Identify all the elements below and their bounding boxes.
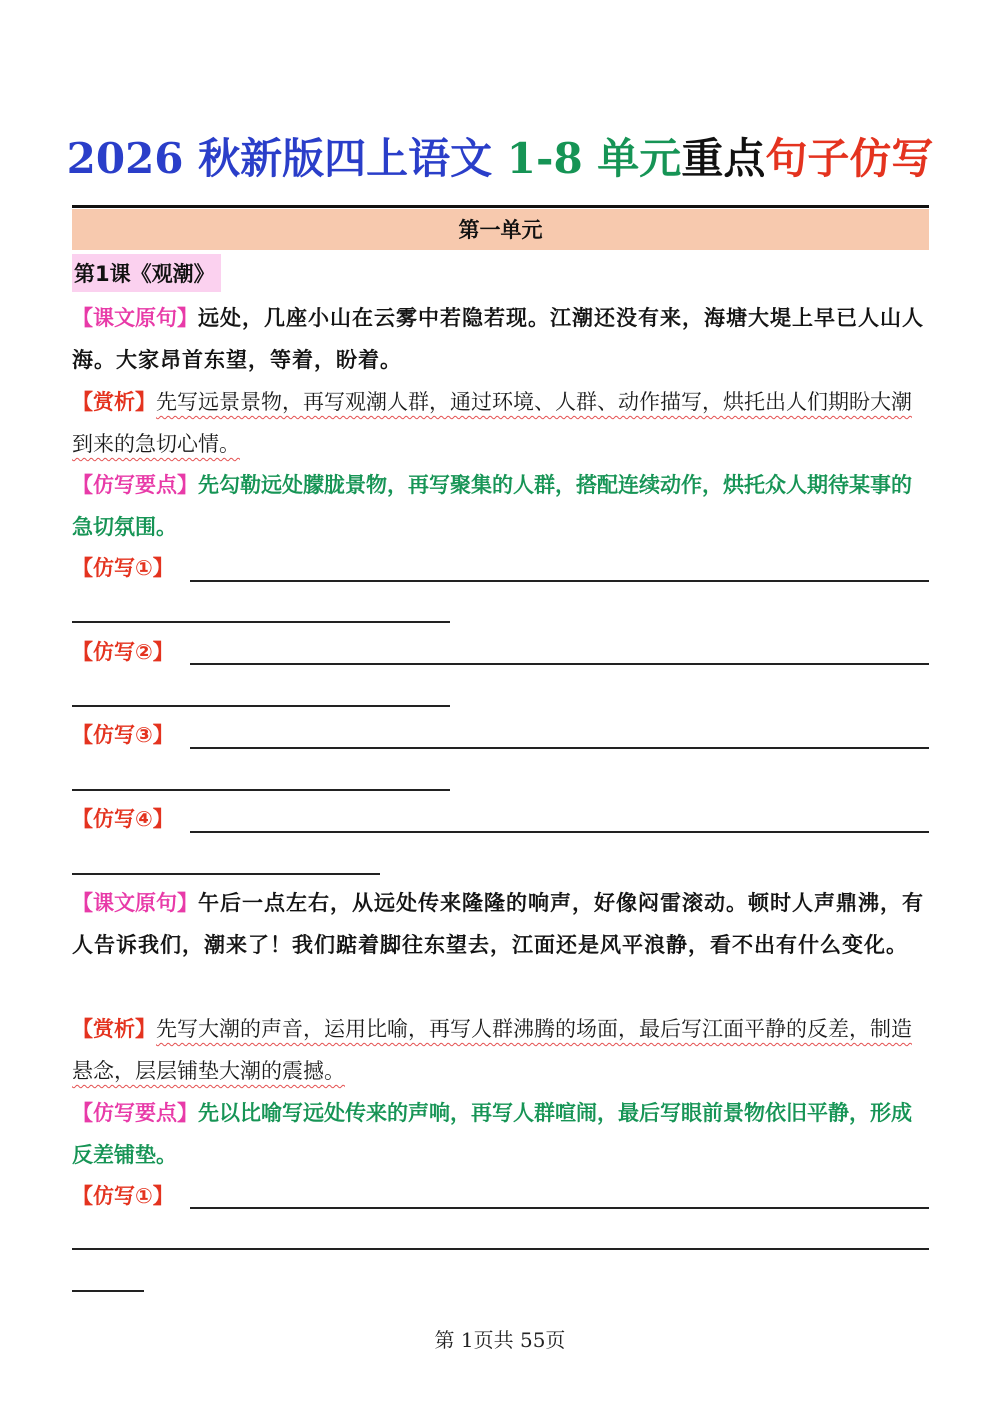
answer-line[interactable] xyxy=(190,1207,929,1209)
title-part-imitation: 句子仿写 xyxy=(765,134,934,183)
analysis-label: 【赏析】 xyxy=(72,1017,156,1041)
title-part-units: 1-8 单元 xyxy=(506,134,682,183)
answer-line[interactable] xyxy=(72,705,450,707)
points-label: 【仿写要点】 xyxy=(72,473,198,497)
title-part-key: 重点 xyxy=(681,134,766,183)
analysis-text: 先写大潮的声音，运用比喻，再写人群沸腾的场面，最后写江面平静的反差，制造悬念，层层铺垫大潮的震撼。 xyxy=(72,1017,912,1083)
original-text: 午后一点左右，从远处传来隆隆的响声，好像闷雷滚动。顿时人声鼎沸，有人告诉我们，潮来了！我们踮着脚往东望去，江面还是风平浪静，看不出有什么变化。 xyxy=(72,890,924,957)
imitation-points-1 xyxy=(72,464,929,548)
lesson-title: 第1课《观潮》 xyxy=(72,254,221,292)
original-text: 远处，几座小山在云雾中若隐若现。江潮还没有来，海塘大堤上早已人山人海。大家昂首东望，等着，盼着。 xyxy=(72,305,924,372)
title-part-grade: 2026 秋新版四上语文 xyxy=(66,134,493,183)
answer-line[interactable] xyxy=(72,873,380,875)
answer-line[interactable] xyxy=(190,831,929,833)
answer-line[interactable] xyxy=(72,1248,929,1250)
exercise-label: 【仿写④】 xyxy=(72,807,174,831)
exercise-label: 【仿写①】 xyxy=(72,556,174,580)
points-label: 【仿写要点】 xyxy=(72,1101,198,1125)
unit-header: 第一单元 xyxy=(72,209,929,250)
answer-line[interactable] xyxy=(72,1290,144,1292)
exercise-label: 【仿写③】 xyxy=(72,723,174,747)
answer-line[interactable] xyxy=(190,747,929,749)
original-label: 【课文原句】 xyxy=(72,306,198,330)
points-text: 先以比喻写远处传来的声响，再写人群喧闹，最后写眼前景物依旧平静，形成反差铺垫。 xyxy=(72,1101,912,1167)
original-sentence-2 xyxy=(72,882,929,966)
imitation-points-2 xyxy=(72,1092,929,1176)
analysis-2 xyxy=(72,1008,929,1092)
page-footer: 第 1页共 55页 xyxy=(434,1328,566,1352)
original-sentence-1 xyxy=(72,297,929,381)
answer-line[interactable] xyxy=(72,789,450,791)
answer-line[interactable] xyxy=(72,621,450,623)
answer-line[interactable] xyxy=(190,663,929,665)
page-title xyxy=(0,126,1000,186)
analysis-text: 先写远景景物，再写观潮人群，通过环境、人群、动作描写，烘托出人们期盼大潮到来的急切心情。 xyxy=(72,390,912,456)
exercise-label: 【仿写②】 xyxy=(72,640,174,664)
analysis-1 xyxy=(72,381,929,465)
exercise-label: 【仿写①】 xyxy=(72,1184,174,1208)
analysis-label: 【赏析】 xyxy=(72,390,156,414)
answer-line[interactable] xyxy=(190,580,929,582)
title-divider xyxy=(72,205,929,208)
points-text: 先勾勒远处朦胧景物，再写聚集的人群，搭配连续动作，烘托众人期待某事的急切氛围。 xyxy=(72,473,912,539)
original-label: 【课文原句】 xyxy=(72,891,198,915)
